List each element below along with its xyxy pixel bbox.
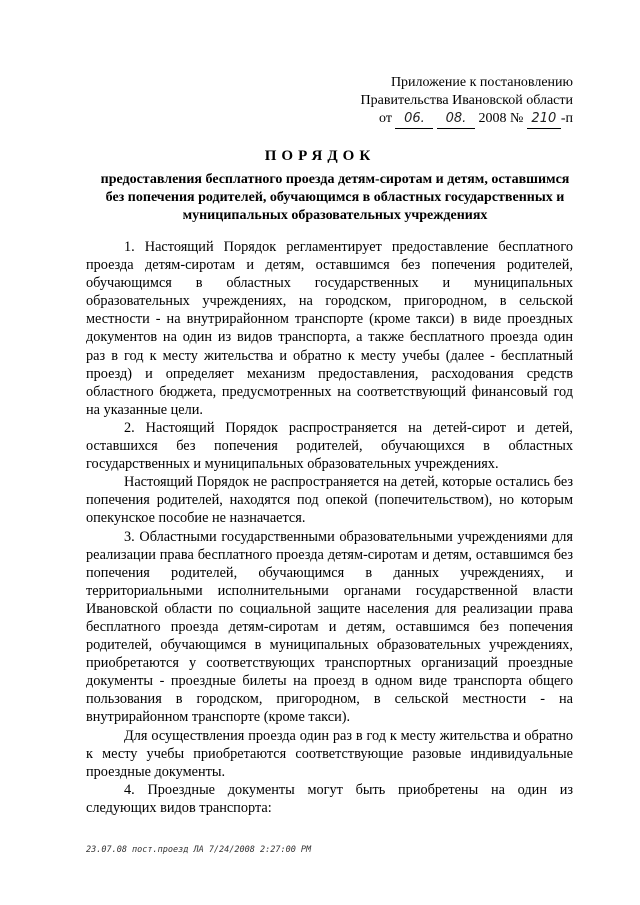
document-body <box>86 238 573 817</box>
document-title: ПОРЯДОК <box>264 148 376 164</box>
date-year: 2008 № <box>478 111 524 126</box>
number-suffix: -п <box>560 111 573 126</box>
date-prefix: от <box>379 111 392 126</box>
paragraph-3-note: Для осуществления проезда один раз в год к месту жительства и обратно к месту учебы приобретаются соответствующие разовые индивидуальные проездные документы. <box>86 727 573 780</box>
date-month-handwritten: 08. <box>437 110 475 129</box>
document-footer: 23.07.08 пост.проезд ЛА 7/24/2008 2:27:00 PM <box>86 845 312 855</box>
date-day-handwritten: 06. <box>395 110 433 129</box>
document-subtitle: предоставления бесплатного проезда детям-сиротам и детям, оставшимся без попечения родителей, обучающимся в областных государственных и муниципальных образовательных учреждениях <box>100 172 570 223</box>
paragraph-1: 1. Настоящий Порядок регламентирует предоставление бесплатного проезда детям-сиротам и детям, оставшимся без попечения родителей, обучающимся в областных государственных и муниципальных образовательных учреждениях, на городском, пригородном, в сельской местности - на внутрирайонном транспорте (кроме такси) в виде проездных документов на один из видов транспорта, а также бесплатного проезда один раз в год к месту жительства и обратно к месту учебы (далее - бесплатный проезд) и определяет механизм предоставления, расходования средств областного бюджета, предусмотренных на соответствующий финансовый год на указанные цели. <box>86 239 573 418</box>
appendix-header <box>361 74 573 129</box>
appendix-date-line <box>361 110 573 129</box>
appendix-line-2: Правительства Ивановской области <box>360 93 573 108</box>
paragraph-4: 4. Проездные документы могут быть приобретены на один из следующих видов транспорта: <box>86 781 573 816</box>
paragraph-3: 3. Областными государственными образовательными учреждениями для реализации права бесплатного проезда детям-сиротам и детям, оставшимся без попечения родителей, обучающимся в данных учреждениях, и территориальными исполнительными органами государственной власти Ивановской области по социальной защите населения для реализации права бесплатного проезда детям-сиротам и детям, оставшимся без попечения родителей, обучающимся в муниципальных образовательных учреждениях, приобретаются у соответствующих транспортных организаций проездные документы - проездные билеты на проезд в одном виде транспорта общего пользования в городском, пригородном, в сельской местности - на внутрирайонном транспорте (кроме такси). <box>86 528 573 726</box>
paragraph-2: 2. Настоящий Порядок распространяется на детей-сирот и детей, оставшихся без попечения родителей, обучающихся в областных государственных и муниципальных образовательных учреждениях. <box>86 419 573 473</box>
document-number-handwritten: 210 <box>527 110 561 129</box>
paragraph-2-note: Настоящий Порядок не распространяется на детей, которые остались без попечения родителей, находятся под опекой (попечительством), но которым опекунское пособие не назначается. <box>86 474 573 527</box>
appendix-line-1: Приложение к постановлению <box>390 75 573 90</box>
